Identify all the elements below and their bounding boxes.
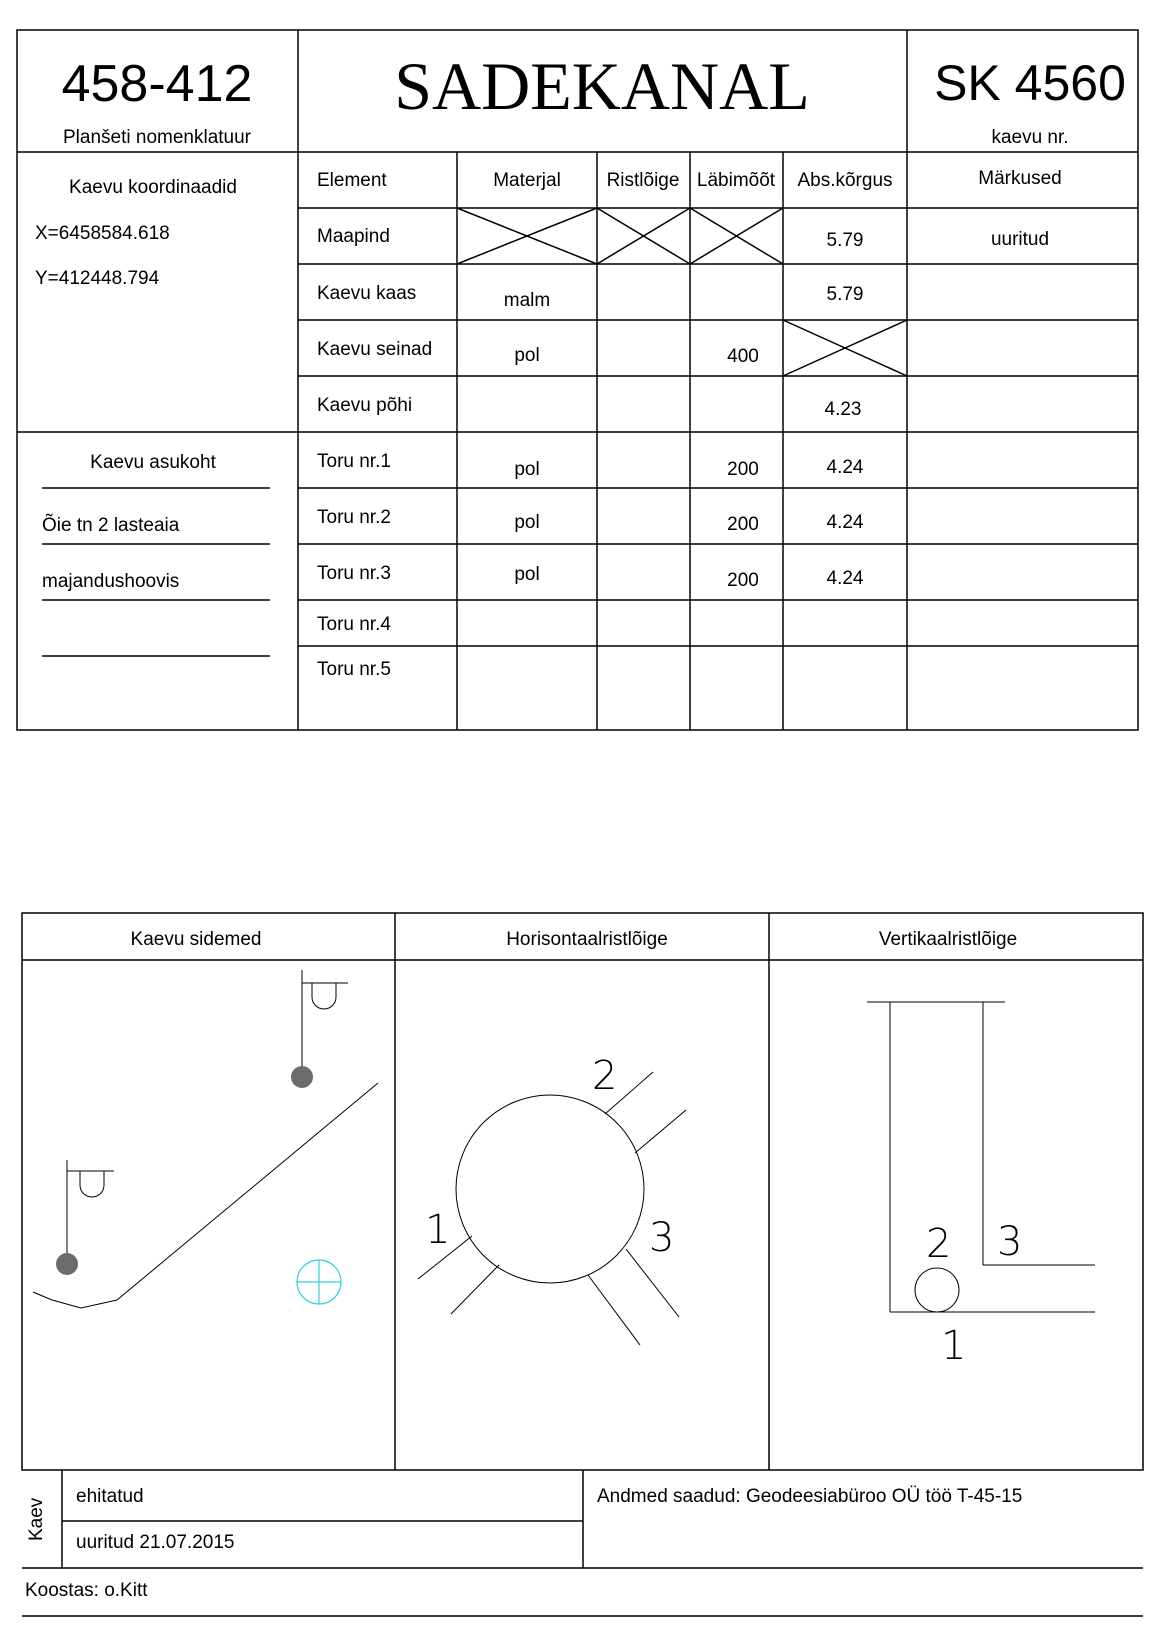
- well-number-label: kaevu nr.: [991, 127, 1069, 148]
- row-diameter: 400: [727, 346, 759, 367]
- lamp-base-left: [56, 1253, 78, 1275]
- row-elevation: 5.79: [826, 284, 864, 305]
- footer-side-label: Kaev: [26, 1497, 47, 1541]
- row-element: Toru nr.5: [317, 659, 391, 680]
- road-edge-line: [33, 1083, 378, 1308]
- cross-maapind-diameter: [690, 208, 783, 264]
- document-title: SADEKANAL: [394, 48, 810, 124]
- row-material: pol: [514, 345, 540, 366]
- footer-built: ehitatud: [76, 1486, 144, 1507]
- col-header-element: Element: [317, 170, 387, 191]
- col-header-diameter: Läbimõõt: [696, 170, 776, 191]
- well-marker-icon: [297, 1260, 341, 1304]
- location-line-2: majandushoovis: [42, 571, 180, 592]
- col-header-elevation: Abs.kõrgus: [797, 170, 893, 191]
- nomenclature-label: Planšeti nomenklatuur: [63, 127, 251, 148]
- footer-data-source: Andmed saadud: Geodeesiabüroo OÜ töö T-45-15: [597, 1486, 1023, 1507]
- row-material: malm: [503, 290, 551, 311]
- row-elevation: 4.24: [826, 457, 864, 478]
- vertical-pipe-label-3: 3: [997, 1219, 1023, 1265]
- row-elevation: 4.23: [824, 399, 862, 420]
- lamp-head-right: [312, 983, 336, 1009]
- row-element: Toru nr.3: [317, 563, 391, 584]
- row-material: pol: [514, 564, 540, 585]
- row-elevation: 5.79: [826, 230, 864, 251]
- location-line-1: Õie tn 2 lasteaia: [42, 515, 180, 536]
- vertical-section-title: Vertikaalristlõige: [878, 929, 1018, 950]
- vertical-pipe-label-2: 2: [926, 1221, 952, 1267]
- row-element: Kaevu põhi: [317, 395, 413, 416]
- links-title: Kaevu sidemed: [130, 929, 262, 950]
- row-element: Maapind: [317, 226, 390, 247]
- row-element: Kaevu kaas: [317, 283, 417, 304]
- row-material: pol: [514, 512, 540, 533]
- horizontal-pipe-label-1: 1: [425, 1207, 451, 1253]
- vertical-section-sketch: [867, 1002, 1095, 1312]
- row-diameter: 200: [727, 570, 759, 591]
- pipe-circle: [915, 1268, 959, 1312]
- coordinates-label: Kaevu koordinaadid: [69, 177, 237, 198]
- nomenclature-value: 458-412: [61, 55, 253, 113]
- row-material: pol: [514, 459, 540, 480]
- location-label: Kaevu asukoht: [90, 452, 216, 473]
- links-sketch: [33, 970, 378, 1308]
- row-elevation: 4.24: [826, 568, 864, 589]
- cross-maapind-material: [457, 208, 597, 264]
- horizontal-section-title: Horisontaalristlõige: [506, 929, 668, 950]
- footer-author: Koostas: o.Kitt: [25, 1580, 148, 1601]
- horizontal-pipe-label-2: 2: [592, 1053, 618, 1099]
- vertical-pipe-label-1: 1: [941, 1323, 967, 1369]
- lamp-base-right: [291, 1066, 313, 1088]
- well-circle: [456, 1095, 644, 1283]
- cross-seinad-elevation: [783, 320, 907, 376]
- row-element: Toru nr.1: [317, 451, 391, 472]
- sketch-frame: [22, 913, 1143, 1470]
- horizontal-section-sketch: [418, 1072, 686, 1345]
- well-number-value: SK 4560: [934, 55, 1126, 111]
- row-diameter: 200: [727, 459, 759, 480]
- row-notes: uuritud: [990, 229, 1050, 250]
- row-diameter: 200: [727, 514, 759, 535]
- coordinate-x: X=6458584.618: [35, 223, 170, 244]
- horizontal-pipe-label-3: 3: [649, 1215, 675, 1261]
- footer-surveyed: uuritud 21.07.2015: [76, 1532, 235, 1553]
- row-element: Kaevu seinad: [317, 339, 433, 360]
- cross-maapind-section: [597, 208, 690, 264]
- col-header-section: Ristlõige: [606, 170, 680, 191]
- col-header-material: Materjal: [493, 170, 561, 191]
- row-element: Toru nr.4: [317, 614, 391, 635]
- lamp-head-left: [80, 1171, 104, 1197]
- row-elevation: 4.24: [826, 512, 864, 533]
- coordinate-y: Y=412448.794: [35, 268, 160, 289]
- col-header-notes: Märkused: [978, 168, 1062, 189]
- row-element: Toru nr.2: [317, 507, 391, 528]
